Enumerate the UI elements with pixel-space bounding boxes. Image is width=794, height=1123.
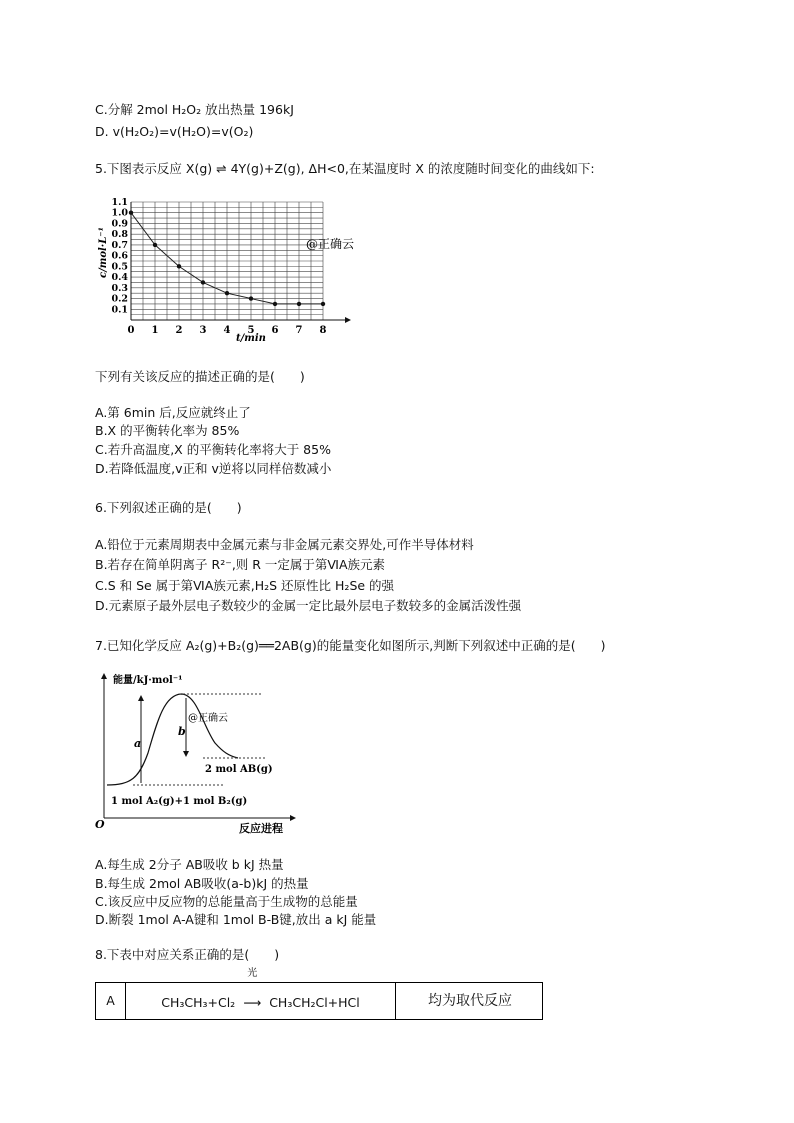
x-tick-label: 6	[271, 325, 279, 336]
q8-condition: 光	[247, 968, 258, 979]
x-tick-labels	[128, 325, 327, 336]
y-tick-label: 0.2	[111, 293, 128, 305]
q8-row-label: A	[96, 983, 126, 1019]
q8-stem: 8.下表中对应关系正确的是( )	[95, 947, 280, 962]
q6-option-a: A.铅位于元素周期表中金属元素与非金属元素交界处,可作半导体材料	[95, 537, 474, 552]
y-tick-label: 1.1	[111, 197, 128, 208]
label-a: a	[134, 737, 142, 750]
x-tick-label: 4	[223, 325, 231, 336]
y-tick-label: 0.8	[111, 229, 128, 241]
data-point	[297, 302, 301, 306]
x-axis-label: t/min	[236, 333, 266, 344]
q8-conclusion: 均为取代反应	[428, 993, 512, 1009]
q5-prompt: 下列有关该反应的描述正确的是( )	[95, 369, 305, 384]
q4-option-c: C.分解 2mol H₂O₂ 放出热量 196kJ	[95, 102, 294, 117]
y-tick-label: 0.1	[111, 304, 128, 316]
data-point	[249, 296, 253, 300]
x-tick-label: 0	[127, 325, 135, 336]
q7-option-a: A.每生成 2分子 AB吸收 b kJ 热量	[95, 857, 284, 872]
y-tick-labels	[111, 197, 128, 315]
y-axis-label: c/mol·L⁻¹	[98, 227, 109, 278]
q5-stem: 5.下图表示反应 X(g) ⇌ 4Y(g)+Z(g), ΔH<0,在某温度时 X 的浓度随时间变化的曲线如下:	[95, 161, 595, 176]
reactants-label: 1 mol A₂(g)+1 mol B₂(g)	[111, 796, 248, 807]
x-tick-label: 2	[175, 325, 183, 336]
q8-eq-right: CH₃CH₂Cl+HCl	[269, 995, 360, 1010]
energy-y-label: 能量/kJ·mol⁻¹	[113, 675, 183, 686]
data-point	[225, 291, 229, 295]
label-b: b	[178, 725, 186, 738]
q7-option-d: D.断裂 1mol A-A键和 1mol B-B键,放出 a kJ 能量	[95, 912, 377, 927]
x-tick-label: 1	[151, 325, 159, 336]
q4-option-d: D. v(H₂O₂)=v(H₂O)=v(O₂)	[95, 124, 254, 139]
energy-x-label: 反应进程	[239, 822, 283, 835]
q6-stem: 6.下列叙述正确的是( )	[95, 500, 242, 515]
q5-option-b: B.X 的平衡转化率为 85%	[95, 423, 240, 438]
q5-option-c: C.若升高温度,X 的平衡转化率将大于 85%	[95, 442, 331, 457]
chart-axes	[131, 202, 351, 323]
chart-watermark: @正确云	[306, 237, 355, 251]
data-point	[273, 302, 277, 306]
data-point	[201, 280, 205, 284]
q8-arrow: 光 ⟶	[243, 968, 262, 1010]
data-point	[177, 264, 181, 268]
x-tick-label: 5	[247, 325, 255, 336]
q7-stem: 7.已知化学反应 A₂(g)+B₂(g)══2AB(g)的能量变化如图所示,判断下列叙述中正确的是( )	[95, 638, 606, 653]
y-tick-label: 0.9	[111, 218, 128, 230]
chart-grid	[131, 202, 323, 320]
q8-equation	[126, 968, 396, 1019]
energy-diagram	[93, 668, 303, 838]
y-tick-label: 0.6	[111, 250, 128, 262]
products-label: 2 mol AB(g)	[205, 764, 273, 775]
q7-option-b: B.每生成 2mol AB吸收(a-b)kJ 的热量	[95, 876, 309, 891]
energy-watermark: @正确云	[188, 713, 228, 724]
x-tick-label: 8	[319, 325, 327, 336]
y-tick-label: 0.7	[111, 239, 128, 251]
q6-option-b: B.若存在简单阴离子 R²⁻,则 R 一定属于第ⅥA族元素	[95, 557, 386, 572]
q5-option-a: A.第 6min 后,反应就终止了	[95, 405, 251, 420]
data-point	[129, 211, 133, 215]
q5-option-d: D.若降低温度,v正和 v逆将以同样倍数减小	[95, 461, 332, 476]
x-axis-arrow	[345, 317, 351, 323]
concentration-time-chart	[95, 190, 365, 350]
x-tick-label: 7	[295, 325, 303, 336]
y-tick-label: 1.0	[111, 207, 128, 219]
y-tick-label: 0.3	[111, 282, 128, 294]
data-point	[321, 302, 325, 306]
x-tick-label: 3	[199, 325, 207, 336]
q8-eq-left: CH₃CH₃+Cl₂	[161, 995, 236, 1010]
q8-table	[95, 968, 543, 1020]
y-tick-label: 0.5	[111, 261, 128, 273]
data-point	[153, 243, 157, 247]
y-tick-label: 0.4	[111, 272, 128, 284]
q6-option-c: C.S 和 Se 属于第ⅥA族元素,H₂S 还原性比 H₂Se 的强	[95, 578, 395, 593]
q7-option-c: C.该反应中反应物的总能量高于生成物的总能量	[95, 894, 358, 909]
origin-label: O	[95, 818, 105, 831]
q6-option-d: D.元素原子最外层电子数较少的金属一定比最外层电子数较多的金属活泼性强	[95, 598, 522, 613]
